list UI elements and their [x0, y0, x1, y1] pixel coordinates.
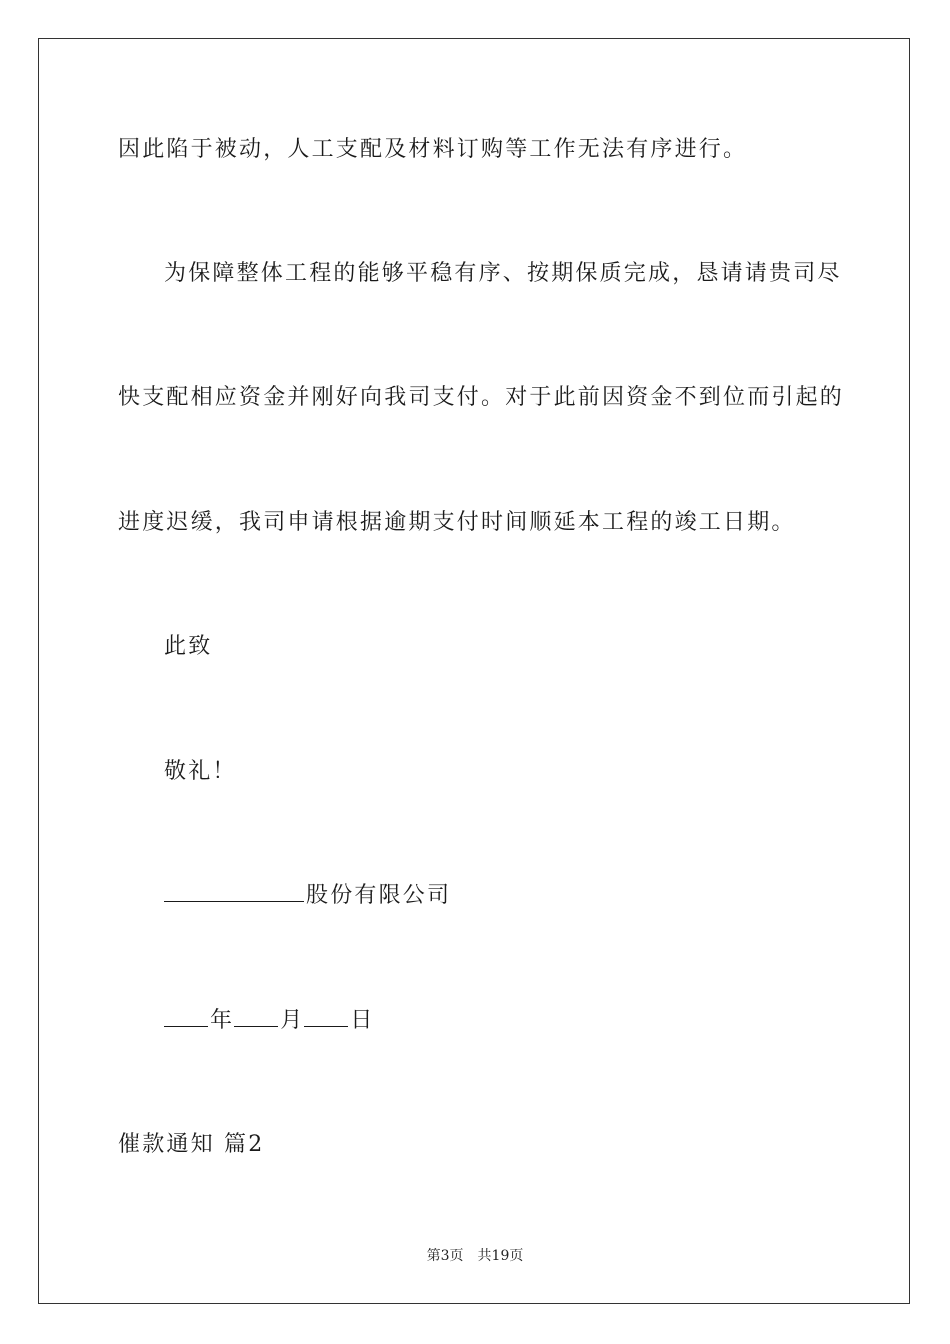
- page-total: 共19页: [477, 1248, 524, 1264]
- paragraph-line-4: 进度迟缓，我司申请根据逾期支付时间顺延本工程的竣工日期。: [118, 510, 796, 535]
- paragraph-line-2: 为保障整体工程的能够平稳有序、按期保质完成，恳请请贵司尽: [164, 261, 842, 286]
- month-label: 月: [280, 1008, 305, 1033]
- day-label: 日: [350, 1008, 375, 1033]
- company-signature-line: [164, 881, 451, 911]
- page-frame: [38, 38, 910, 1304]
- closing-regards: 敬礼！: [164, 759, 237, 784]
- page-number: 第3页: [426, 1248, 464, 1264]
- day-blank: [304, 1006, 348, 1027]
- date-line: [164, 1006, 375, 1036]
- paragraph-line-3: 快支配相应资金并刚好向我司支付。对于此前因资金不到位而引起的: [118, 385, 845, 410]
- company-name-blank: [164, 881, 304, 902]
- page-footer: [0, 1246, 950, 1266]
- paragraph-line-1: 因此陷于被动，人工支配及材料订购等工作无法有序进行。: [118, 137, 748, 162]
- section-heading: 催款通知 篇2: [118, 1132, 265, 1157]
- company-suffix: 股份有限公司: [306, 883, 452, 908]
- year-label: 年: [210, 1008, 235, 1033]
- closing-salutation: 此致: [164, 634, 213, 659]
- year-blank: [164, 1006, 208, 1027]
- month-blank: [234, 1006, 278, 1027]
